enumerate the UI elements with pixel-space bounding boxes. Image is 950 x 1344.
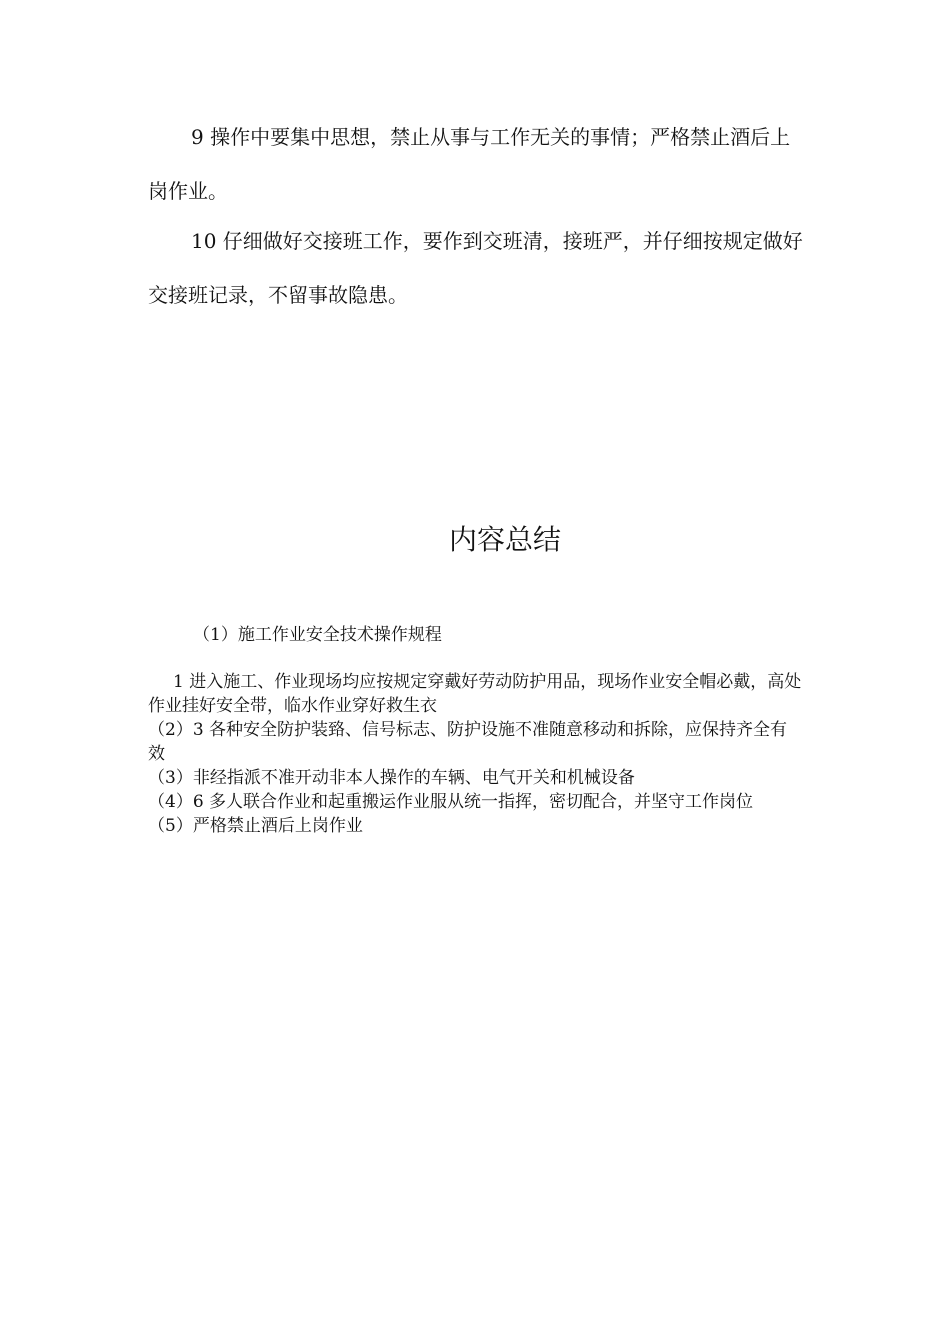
summary-item-4: （4）6 多人联合作业和起重搬运作业服从统一指挥，密切配合，并坚守工作岗位 [148, 792, 754, 812]
summary-item-2: （2）3 各种安全防护装臵、信号标志、防护设施不准随意移动和拆除，应保持齐全有效 [148, 720, 788, 764]
body-paragraph-9: 9 操作中要集中思想，禁止从事与工作无关的事情；严格禁止酒后上岗作业。 [148, 125, 791, 203]
body-paragraph-10: 10 仔细做好交接班工作，要作到交班清，接班严，并仔细按规定做好交接班记录，不留事故隐患。 [148, 229, 803, 307]
summary-item-1: 1 进入施工、作业现场均应按规定穿戴好劳动防护用品，现场作业安全帽必戴，高处作业挂好安全带，临水作业穿好救生衣 [148, 672, 802, 716]
summary-subtitle: （1）施工作业安全技术操作规程 [193, 625, 442, 645]
summary-item-5: （5）严格禁止酒后上岗作业 [148, 816, 363, 836]
summary-list [148, 670, 803, 838]
summary-title: 内容总结 [448, 523, 561, 556]
summary-item-3: （3）非经指派不准开动非本人操作的车辆、电气开关和机械设备 [148, 768, 635, 788]
